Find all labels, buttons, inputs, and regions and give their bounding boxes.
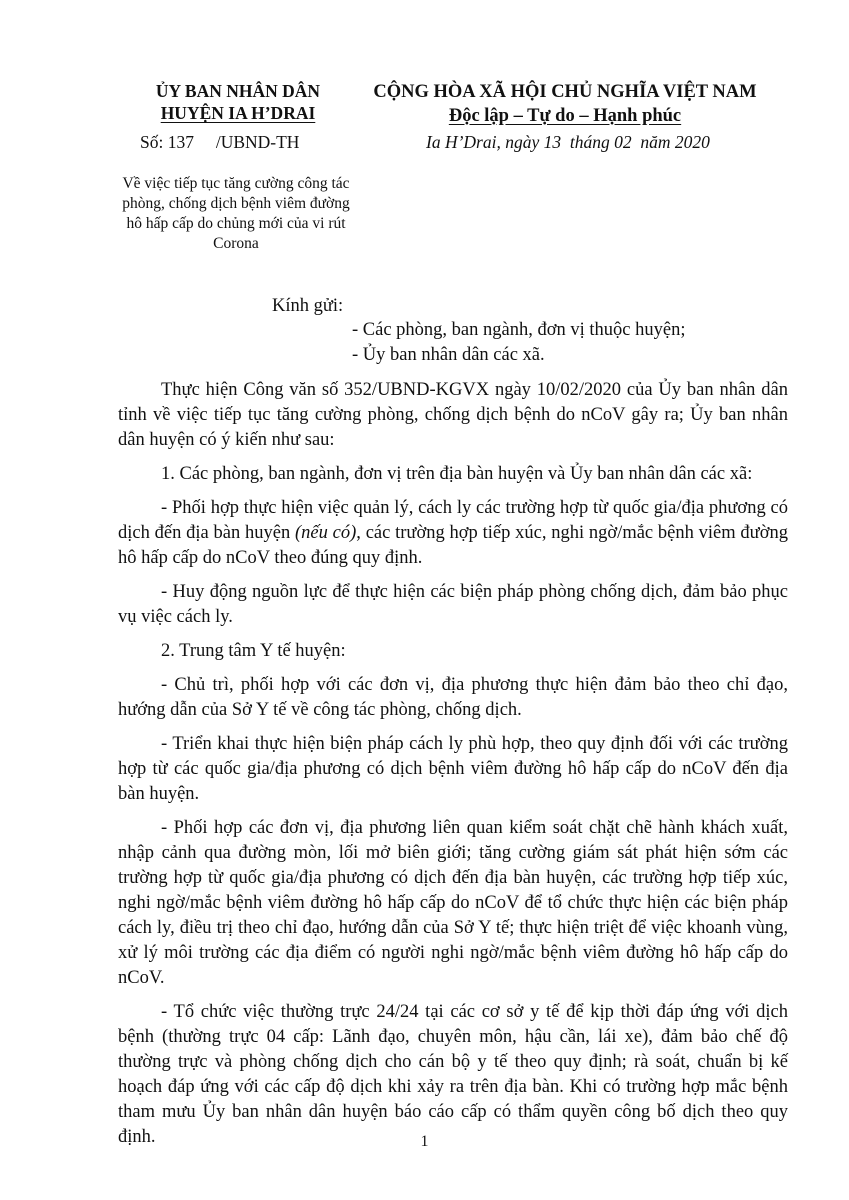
section-1-item [118,496,788,571]
document-reference-number: Số: 137 /UBND-TH [140,132,300,152]
document-body [118,378,788,1159]
recipients-label: Kính gửi: [272,296,344,316]
document-subject: Về việc tiếp tục tăng cường công tác phòng, chống dịch bệnh viêm đường hô hấp cấp do chủng mới của vi rút Corona [122,175,350,252]
national-title: CỘNG HÒA XÃ HỘI CHỦ NGHĨA VIỆT NAM [373,82,757,102]
national-motto: Độc lập – Tự do – Hạnh phúc [448,106,682,126]
section-2-heading: 2. Trung tâm Y tế huyện: [161,641,346,661]
section-2-item: - Chủ trì, phối hợp với các đơn vị, địa phương thực hiện đảm bảo theo chỉ đạo, hướng dẫn của Sở Y tế về công tác phòng, chống dịch. [118,675,788,720]
italic-note: (nếu có) [295,523,357,543]
recipient-item: - Ủy ban nhân dân các xã. [352,345,545,365]
page-number: 1 [420,1133,429,1150]
intro-paragraph: Thực hiện Công văn số 352/UBND-KGVX ngày 10/02/2020 của Ủy ban nhân dân tỉnh về việc tiếp tục tăng cường phòng, chống dịch bệnh do nCoV gây ra; Ủy ban nhân dân huyện có ý kiến như sau: [118,380,788,450]
text-run: , các trường hợp tiếp xúc, nghi ngờ/mắc bệnh viêm đường hô hấp cấp do nCoV theo đúng quy định. [118,523,788,568]
authority-line-2: HUYỆN IA H’DRAI [160,103,316,123]
section-2-item: - Phối hợp các đơn vị, địa phương liên quan kiểm soát chặt chẽ hành khách xuất, nhập cảnh qua đường mòn, lối mở biên giới; tăng cường giám sát phát hiện sớm các trường hợp từ quốc gia/địa phương có dịch đến địa bàn huyện, các trường hợp tiếp xúc, nghi ngờ/mắc bệnh viêm đường hô hấp cấp do nCoV để tổ chức thực hiện các biện pháp cách ly, điều trị theo chỉ đạo, hướng dẫn của Sở Y tế; thực hiện triệt để việc khoanh vùng, xử lý môi trường các địa điểm có người nghi ngờ/mắc bệnh viêm đường hô hấp cấp do nCoV. [118,818,788,988]
recipient-item: - Các phòng, ban ngành, đơn vị thuộc huyện; [352,320,686,340]
document-date: Ia H’Drai, ngày 13 tháng 02 năm 2020 [426,132,710,152]
text-run: - Phối hợp thực hiện việc quản lý, cách ly các trường hợp từ quốc gia/địa phương có dịch đến địa bàn huyện [118,498,788,543]
section-1-heading: 1. Các phòng, ban ngành, đơn vị trên địa bàn huyện và Ủy ban nhân dân các xã: [161,464,753,484]
national-header [360,80,770,128]
section-2-item: - Tổ chức việc thường trực 24/24 tại các cơ sở y tế để kịp thời đáp ứng với dịch bệnh (thường trực 04 cấp: Lãnh đạo, chuyên môn, hậu cần, lái xe), đảm bảo chế độ thường trực và phòng chống dịch cho cán bộ y tế theo quy định; rà soát, chuẩn bị kế hoạch đáp ứng với các cấp độ dịch khi xảy ra trên địa bàn. Khi có trường hợp mắc bệnh tham mưu Ủy ban nhân dân huyện báo cáo cấp có thẩm quyền công bố dịch theo quy định. [118,1002,788,1147]
section-2-item: - Triển khai thực hiện biện pháp cách ly phù hợp, theo quy định đối với các trường hợp từ các quốc gia/địa phương có dịch bệnh viêm đường hô hấp cấp do nCoV đến địa bàn huyện. [118,734,788,804]
section-1-item: - Huy động nguồn lực để thực hiện các biện pháp phòng chống dịch, đảm bảo phục vụ việc cách ly. [118,582,788,627]
issuing-authority [118,80,358,124]
authority-line-1: ỦY BAN NHÂN DÂN [155,81,321,101]
